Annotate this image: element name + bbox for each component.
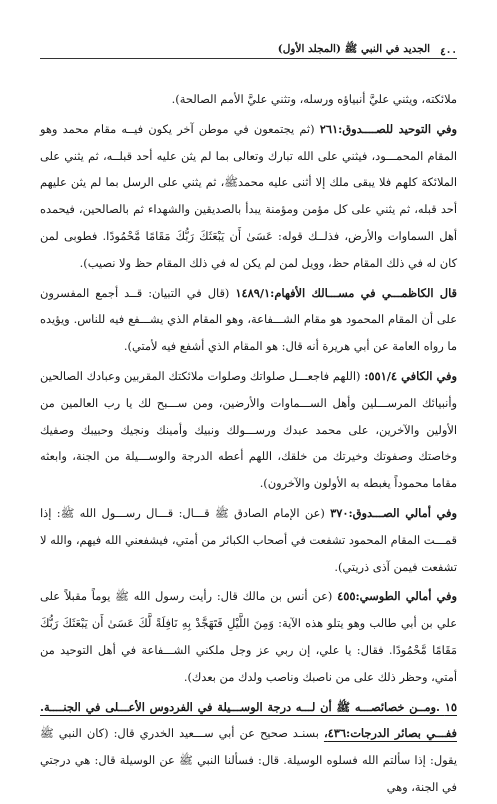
book-title: الجديد في النبي ﷺ (المجلد الأول) bbox=[277, 43, 431, 55]
paragraph bbox=[40, 694, 457, 801]
page-body bbox=[40, 86, 457, 804]
paragraph-lead: وفي الكافي ٥٥١/٤: bbox=[364, 368, 457, 383]
paragraph bbox=[40, 583, 457, 690]
paragraph bbox=[40, 363, 457, 497]
paragraph-text: (عن الإمام الصادق ﷺ قـــال: قـــال رســـول الله ﷺ: إذا قمـــت المقام المحمود تشفعت في أصحاب الكبائر من أمتي، فيشفعني الله فيهم، والله لا تشفعت فيمن آذى ذريتي). bbox=[40, 505, 457, 574]
paragraph bbox=[40, 116, 457, 277]
page-number: ٤٠٠ bbox=[440, 46, 457, 58]
paragraph-lead: وفي التوحيد للصــــدوق:٢٦١ bbox=[319, 121, 457, 136]
paragraph bbox=[40, 500, 457, 580]
paragraph-lead: ١٥ .ومــن خصائصـــه ﷺ أن لـــه درجة الوســـيلة في الفردوس الأعـــلى في الجنــــة. ففـــي بصائر الدرجات:٤٣٦، bbox=[40, 699, 457, 741]
paragraph-text: (عن أنس بن مالك قال: رأيت رسول الله ﷺ يوماً مقبلاً على علي بن أبي طالب وهو يتلو هذه الآية: وَمِنَ اللَّيْلِ فَتَهَجَّدْ بِهِ نَافِلَةً لَّكَ عَسَىٰ أَن يَبْعَثَكَ رَبُّكَ مَقَامًا مَّحْمُودًا. فقال: يا علي، إن ربي عز وجل ملكني الشـــفاعة في أهل التوحيد من أمتي، وحظر ذلك على من ناصبك وناصب ولدك من بعدك). bbox=[40, 589, 457, 684]
page-header bbox=[40, 36, 457, 59]
paragraph-lead: وفي أمالي الصـــدوق:٣٧٠ bbox=[330, 505, 458, 520]
paragraph-lead: قال الكاظمـــي في مســـالك الأفهام:١٤٨٩/١ bbox=[235, 285, 457, 300]
paragraph-text: (قال في التبيان: قــد أجمع المفسرون على أن المقام المحمود هو مقام الشـــفاعة، وهو المقام الذي يشـــفع فيه للناس. ويؤيده ما رواه العامة عن أبي هريرة أنه قال: هو المقام الذي أشفع فيه لأمتي). bbox=[40, 285, 457, 354]
paragraph bbox=[40, 86, 457, 113]
paragraph-text: بسنـد صحيح عن أبي ســـعيد الخدري قال: (كان النبي ﷺ يقول: إذا سألتم الله فسلوه الوسيلة. قال: فسألنا النبي ﷺ عن الوسيلة قال: هي درجتي في الجنة، وهي bbox=[40, 726, 457, 794]
paragraph-text: (اللهم فاجعـــل صلواتك وصلوات ملائكتك المقربين وعبادك الصالحين وأنبيائك المرســـلين وأهل الســـماوات والأرضين، ومن ســـبح لك يا رب العالمين من الأولين والآخرين، على محمد عبدك ورســـولك ونبيك وأمينك ونجيك وحبيبك وصفيك وخاصتك وصفوتك وخيرتك من خلقك، اللهم أعطه الدرجة والوســـيلة من الجنة، وابعثه مقاما محموداً يغبطه به الأولون والآخرون). bbox=[40, 368, 457, 491]
paragraph-lead: وفي أمالي الطوسي:٤٥٥ bbox=[337, 589, 457, 604]
paragraph-text: ملائكته، ويثني عليَّ أنبياؤه ورسله، وتثني عليَّ الأمم الصالحة). bbox=[171, 92, 457, 106]
paragraph bbox=[40, 280, 457, 360]
paragraph-text: (ثم يجتمعون في موطن آخر يكون فيــه مقام محمد وهو المقام المحمـــود، فيثني على الله تبارك وتعالى بما لم يثن عليه أحد قبلــه، ثم يثني على الملائكة كلهم فلا يبقى ملك إلا أثنى عليه محمدﷺ، ثم يثني على الرسل بما لم يثن عليهم أحد قبله، ثم يثني على كل مؤمن ومؤمنة يبدأ بالصديقين والشهداء ثم بالصالحين، فيحمده أهل السماوات والأرض، فذلــك قوله: عَسَىٰ أَن يَبْعَثَكَ رَبُّكَ مَقَامًا مَّحْمُودًا. فطوبى لمن كان له في ذلك المقام حظ، وويل لمن لم يكن له في ذلك المقام حظ ولا نصيب). bbox=[40, 121, 457, 270]
